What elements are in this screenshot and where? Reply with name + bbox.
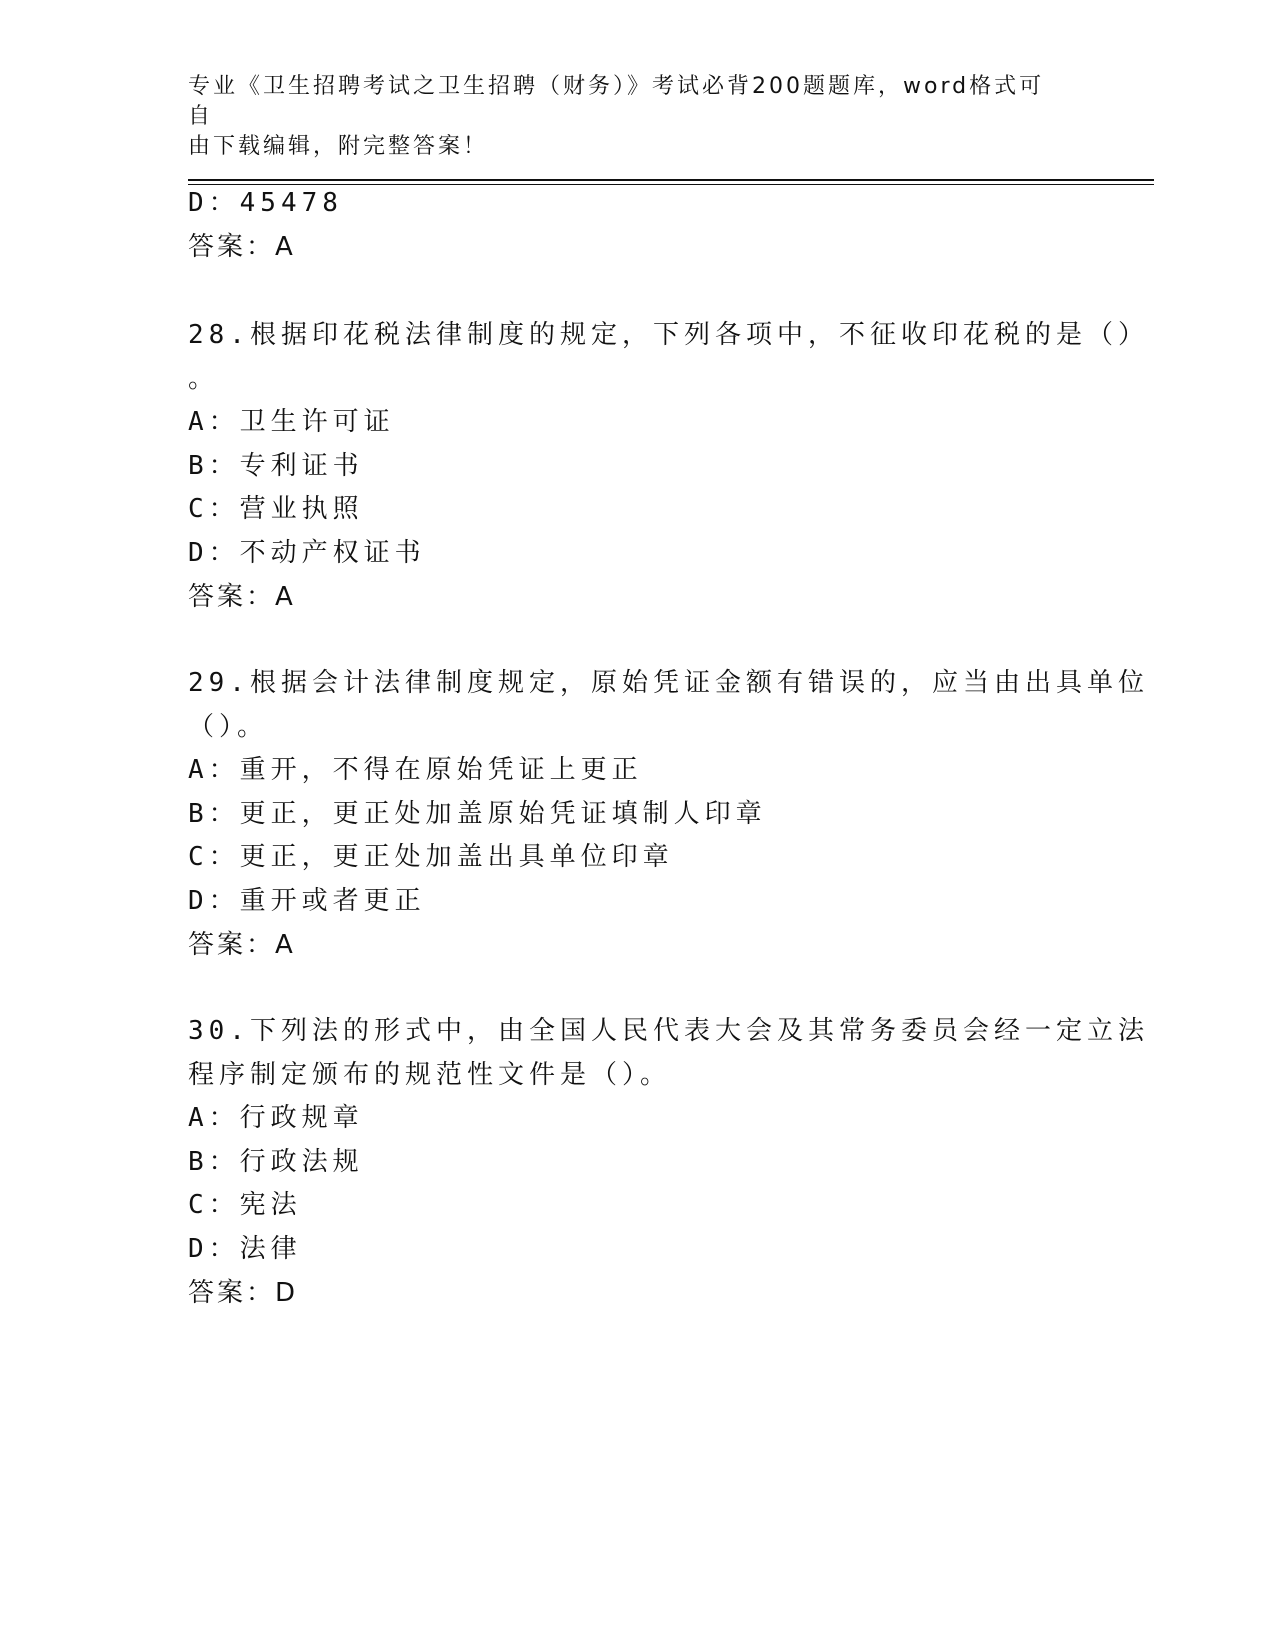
header-rule-thin xyxy=(188,184,1154,185)
document-header xyxy=(188,72,1068,162)
q29-stem-line-2: （）。 xyxy=(188,712,269,742)
q28-stem-line-2: 。 xyxy=(188,364,220,394)
q28-option-a: A：卫生许可证 xyxy=(188,407,395,437)
q30-option-c: C：宪法 xyxy=(188,1190,302,1220)
q29-option-d: D：重开或者更正 xyxy=(188,886,426,916)
prev-answer: 答案：A xyxy=(188,232,296,262)
q28-answer: 答案：A xyxy=(188,582,296,612)
header-line-1: 专业《卫生招聘考试之卫生招聘（财务）》考试必背200题题库，word格式可自 xyxy=(188,74,1045,129)
q28-option-d: D：不动产权证书 xyxy=(188,538,426,568)
q29-option-a: A：重开，不得在原始凭证上更正 xyxy=(188,755,643,785)
header-rule-thick xyxy=(188,179,1154,181)
q30-stem-line-1: 30.下列法的形式中，由全国人民代表大会及其常务委员会经一定立法 xyxy=(188,1016,1149,1046)
q28-option-b: B：专利证书 xyxy=(188,451,364,481)
q30-option-d: D：法律 xyxy=(188,1234,302,1264)
q29-answer: 答案：A xyxy=(188,930,296,960)
q30-stem-line-2: 程序制定颁布的规范性文件是（）。 xyxy=(188,1060,672,1090)
header-line-2: 由下载编辑，附完整答案！ xyxy=(188,134,489,159)
q28-option-c: C：营业执照 xyxy=(188,494,364,524)
q28-stem-line-1: 28.根据印花税法律制度的规定，下列各项中，不征收印花税的是（） xyxy=(188,320,1149,350)
q30-option-b: B：行政法规 xyxy=(188,1147,364,1177)
q30-answer: 答案：D xyxy=(188,1278,299,1308)
prev-option-d: D：45478 xyxy=(188,188,343,218)
q30-option-a: A：行政规章 xyxy=(188,1103,364,1133)
q29-stem-line-1: 29.根据会计法律制度规定，原始凭证金额有错误的，应当由出具单位 xyxy=(188,668,1149,698)
q29-option-b: B：更正，更正处加盖原始凭证填制人印章 xyxy=(188,799,767,829)
q29-option-c: C：更正，更正处加盖出具单位印章 xyxy=(188,842,674,872)
